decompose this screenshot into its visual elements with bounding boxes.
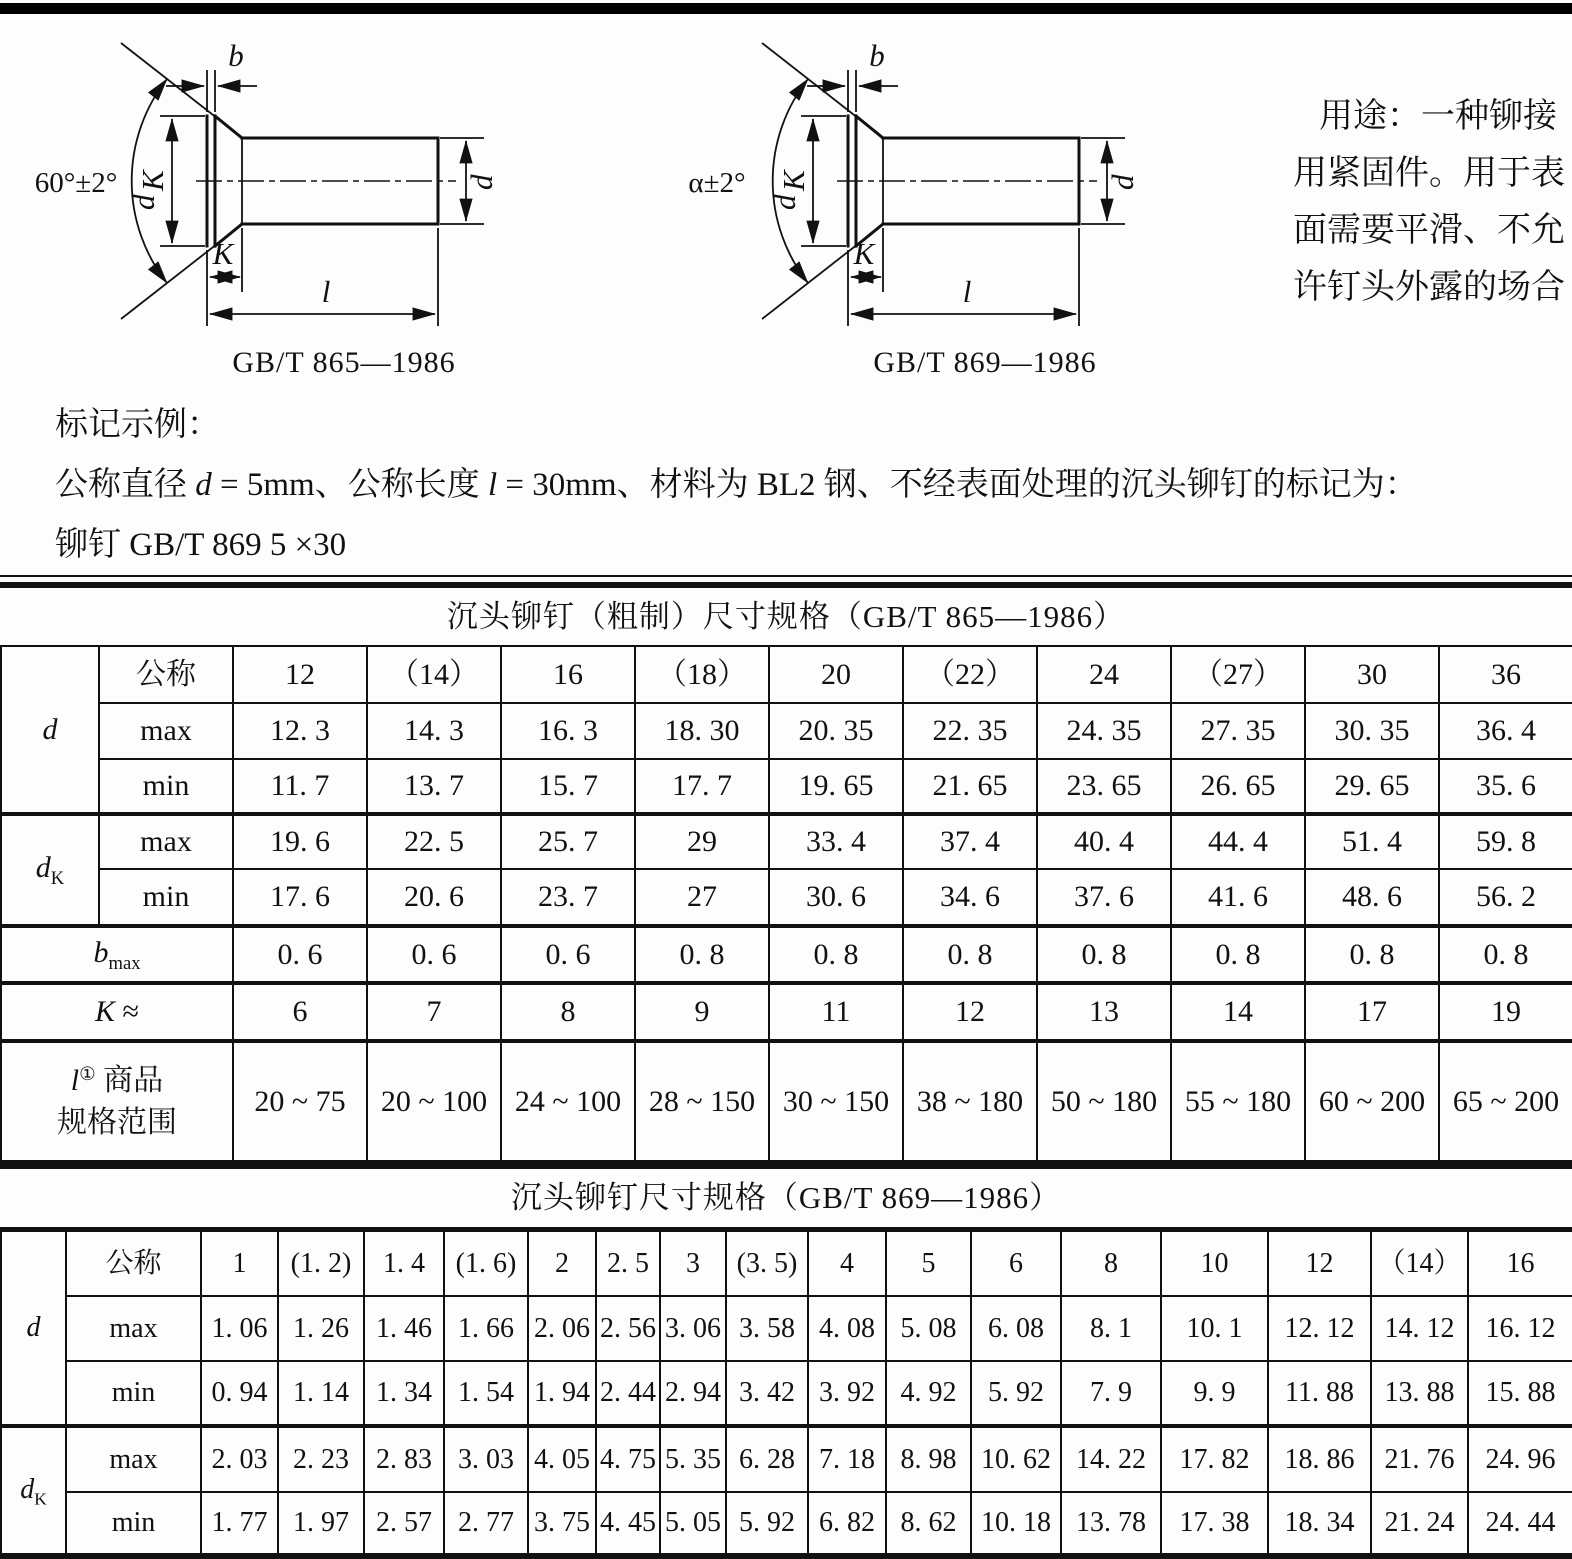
table-cell: 22. 5	[367, 814, 501, 869]
table-cell: 6	[233, 983, 367, 1041]
row-sub-label: max	[99, 814, 233, 869]
b-label: b	[869, 38, 885, 73]
col-header: 24	[1037, 646, 1171, 703]
row-sub-label: min	[99, 759, 233, 814]
table-cell: 12	[903, 983, 1037, 1041]
table-cell: 15. 7	[501, 759, 635, 814]
figure-caption: GB/T 865—1986	[232, 346, 456, 379]
table-cell: 23. 7	[501, 869, 635, 926]
table-cell: 59. 8	[1439, 814, 1572, 869]
col-header: （22）	[903, 646, 1037, 703]
table-cell: 44. 4	[1171, 814, 1305, 869]
usage-line: 许钉头外露的场合	[1293, 269, 1565, 306]
table-cell: 1. 14	[278, 1361, 364, 1426]
table-cell: 1. 94	[528, 1361, 596, 1426]
table-cell: 17. 6	[233, 869, 367, 926]
rivet-drawing-gbt869	[655, 14, 1291, 386]
table-cell: 6. 08	[971, 1296, 1061, 1361]
col-header: 20	[769, 646, 903, 703]
table-cell: 18. 86	[1268, 1426, 1371, 1492]
usage-line: 用途：一种铆接	[1319, 98, 1557, 135]
table-cell: 2. 03	[201, 1426, 278, 1492]
table-cell: 24. 35	[1037, 703, 1171, 759]
col-header: 1	[201, 1231, 278, 1296]
table-cell: 11. 7	[233, 759, 367, 814]
marking-heading: 标记示例：	[55, 407, 220, 443]
angle-label: 60°±2°	[34, 167, 118, 199]
figure-gbt865	[14, 14, 650, 386]
table-cell: 6. 82	[808, 1492, 886, 1554]
col-header: 16	[501, 646, 635, 703]
head-flank-top	[215, 116, 242, 138]
table-cell: 13	[1037, 983, 1171, 1041]
col-header: 12	[1268, 1231, 1371, 1296]
text-part: ①	[79, 1063, 96, 1085]
table-cell: 65 ~ 200	[1439, 1041, 1572, 1161]
col-header: 10	[1161, 1231, 1268, 1296]
table-cell: 14. 22	[1061, 1426, 1161, 1492]
table-cell: 1. 46	[364, 1296, 444, 1361]
row-group-label	[1, 926, 233, 983]
table-cell: 37. 4	[903, 814, 1037, 869]
table-cell: 60 ~ 200	[1305, 1041, 1439, 1161]
table-cell: 0. 6	[367, 926, 501, 983]
table-cell: 21. 24	[1371, 1492, 1468, 1554]
table-cell: 0. 8	[769, 926, 903, 983]
table-cell: 11	[769, 983, 903, 1041]
svg-text:d: d	[126, 194, 161, 210]
table-cell: 2. 06	[528, 1296, 596, 1361]
row-group-label	[1, 814, 99, 926]
table-cell: 2. 83	[364, 1426, 444, 1492]
table-cell: 36. 4	[1439, 703, 1572, 759]
table-cell: 4. 92	[886, 1361, 971, 1426]
table-cell: 34. 6	[903, 869, 1037, 926]
text-part: = 5mm、公称长度	[211, 467, 488, 503]
col-header: 3	[660, 1231, 726, 1296]
table-cell: 16. 3	[501, 703, 635, 759]
table-cell: 5. 92	[971, 1361, 1061, 1426]
table-cell: 7	[367, 983, 501, 1041]
table-cell: 0. 8	[1305, 926, 1439, 983]
text-part: b	[93, 935, 109, 969]
table-cell: 23. 65	[1037, 759, 1171, 814]
table-cell: 4. 08	[808, 1296, 886, 1361]
text-part: 规格范围	[57, 1105, 177, 1139]
col-header: 4	[808, 1231, 886, 1296]
figure-gbt869	[655, 14, 1291, 386]
text-part: K	[50, 868, 65, 890]
col-header: 36	[1439, 646, 1572, 703]
rivet-drawing-gbt865	[14, 14, 650, 386]
svg-text:d: d	[464, 174, 499, 190]
table-cell: 12. 12	[1268, 1296, 1371, 1361]
table-title-gbt869: 沉头铆钉尺寸规格（GB/T 869—1986）	[510, 1180, 1062, 1215]
row-sub-label: max	[99, 703, 233, 759]
table-cell: 1. 26	[278, 1296, 364, 1361]
table-cell: 20. 6	[367, 869, 501, 926]
text-part: d	[195, 467, 212, 503]
table-cell: 2. 23	[278, 1426, 364, 1492]
table-cell: 2. 77	[444, 1492, 528, 1554]
table-cell: 1. 66	[444, 1296, 528, 1361]
table-cell: 5. 08	[886, 1296, 971, 1361]
col-header: （18）	[635, 646, 769, 703]
table-cell: 0. 8	[1439, 926, 1572, 983]
table-cell: 8	[501, 983, 635, 1041]
marking-example	[55, 395, 1535, 575]
table-cell: 19	[1439, 983, 1572, 1041]
k-label: K	[212, 236, 234, 271]
table-cell: 16. 12	[1468, 1296, 1572, 1361]
table-cell: 3. 06	[660, 1296, 726, 1361]
table-cell: 20 ~ 100	[367, 1041, 501, 1161]
table-cell: 20. 35	[769, 703, 903, 759]
table-cell: 0. 8	[1171, 926, 1305, 983]
table-cell: 4. 75	[596, 1426, 660, 1492]
row-sub-label: min	[66, 1361, 201, 1426]
table-cell: 50 ~ 180	[1037, 1041, 1171, 1161]
angle-label: α±2°	[688, 167, 746, 199]
b-label: b	[228, 38, 244, 73]
table-cell: 12. 3	[233, 703, 367, 759]
usage-line: 用紧固件。用于表	[1293, 155, 1565, 192]
table-cell: 51. 4	[1305, 814, 1439, 869]
table-cell: 3. 03	[444, 1426, 528, 1492]
table-cell: 1. 34	[364, 1361, 444, 1426]
table-cell: 3. 42	[726, 1361, 808, 1426]
table-cell: 0. 8	[635, 926, 769, 983]
table-cell: 20 ~ 75	[233, 1041, 367, 1161]
table-cell: 33. 4	[769, 814, 903, 869]
text-part: ≈	[115, 995, 139, 1028]
table-cell: 21. 65	[903, 759, 1037, 814]
usage-note	[1293, 88, 1569, 316]
table-cell: 15. 88	[1468, 1361, 1572, 1426]
col-header: (1. 2)	[278, 1231, 364, 1296]
text-part: max	[108, 952, 141, 974]
text-part: 公称直径	[55, 467, 196, 503]
col-header: 2	[528, 1231, 596, 1296]
table-cell: 0. 6	[233, 926, 367, 983]
row-group-label	[1, 1231, 66, 1426]
table-cell: 0. 8	[903, 926, 1037, 983]
table-cell: 0. 6	[501, 926, 635, 983]
table-cell: 56. 2	[1439, 869, 1572, 926]
text-part: l	[70, 1063, 80, 1097]
table-cell: 30. 6	[769, 869, 903, 926]
svg-text:d: d	[767, 194, 802, 210]
table-cell: 2. 56	[596, 1296, 660, 1361]
usage-line: 面需要平滑、不允	[1293, 212, 1565, 249]
table-cell: 1. 06	[201, 1296, 278, 1361]
table-cell: 0. 8	[1037, 926, 1171, 983]
d-label	[464, 174, 499, 190]
table-cell: 38 ~ 180	[903, 1041, 1037, 1161]
col-header: 8	[1061, 1231, 1161, 1296]
table-cell: 22. 35	[903, 703, 1037, 759]
table-cell: 14. 3	[367, 703, 501, 759]
svg-text:d: d	[1105, 174, 1140, 190]
d-label	[1105, 174, 1140, 190]
table-cell: 9. 9	[1161, 1361, 1268, 1426]
table-cell: 1. 77	[201, 1492, 278, 1554]
col-header: （27）	[1171, 646, 1305, 703]
col-header: 5	[886, 1231, 971, 1296]
table-cell: 2. 44	[596, 1361, 660, 1426]
row-sub-label: min	[66, 1492, 201, 1554]
table-cell: 25. 7	[501, 814, 635, 869]
table-cell: 19. 65	[769, 759, 903, 814]
table-title-gbt865: 沉头铆钉（粗制）尺寸规格（GB/T 865—1986）	[446, 599, 1126, 634]
col-header: (3. 5)	[726, 1231, 808, 1296]
table-cell: 4. 45	[596, 1492, 660, 1554]
row-sub-label: min	[99, 869, 233, 926]
table-cell: 55 ~ 180	[1171, 1041, 1305, 1161]
table-cell: 8. 62	[886, 1492, 971, 1554]
l-label: l	[962, 274, 972, 309]
marking-designation: 铆钉 GB/T 869 5 ×30	[55, 527, 347, 563]
table-cell: 5. 05	[660, 1492, 726, 1554]
text-part: d	[35, 851, 51, 885]
table-cell: 13. 7	[367, 759, 501, 814]
table-cell: 5. 92	[726, 1492, 808, 1554]
table-cell: 17. 38	[1161, 1492, 1268, 1554]
table-cell: 17	[1305, 983, 1439, 1041]
table-cell: 21. 76	[1371, 1426, 1468, 1492]
col-header: （14）	[367, 646, 501, 703]
text-part: K	[34, 1489, 47, 1509]
table-cell: 5. 35	[660, 1426, 726, 1492]
marking-description	[55, 455, 1535, 515]
table-cell: 30 ~ 150	[769, 1041, 903, 1161]
table-cell: 14	[1171, 983, 1305, 1041]
row-sub-label: max	[66, 1426, 201, 1492]
table-cell: 0. 94	[201, 1361, 278, 1426]
table-cell: 17. 82	[1161, 1426, 1268, 1492]
table-cell: 24. 96	[1468, 1426, 1572, 1492]
dimension-table-gbt865	[0, 645, 1572, 1162]
text-part: l	[487, 467, 498, 503]
bottom-border-bar	[0, 1555, 1572, 1559]
table-cell: 27	[635, 869, 769, 926]
table-cell: 6. 28	[726, 1426, 808, 1492]
table-cell: 18. 30	[635, 703, 769, 759]
row-group-label	[1, 1426, 66, 1554]
head-flank-top	[856, 116, 883, 138]
table-cell: 26. 65	[1171, 759, 1305, 814]
col-header: 2. 5	[596, 1231, 660, 1296]
text-part: K	[95, 995, 116, 1028]
table-cell: 19. 6	[233, 814, 367, 869]
table-cell: 30. 35	[1305, 703, 1439, 759]
table-cell: 35. 6	[1439, 759, 1572, 814]
table-cell: 37. 6	[1037, 869, 1171, 926]
table-cell: 24 ~ 100	[501, 1041, 635, 1161]
table-cell: 8. 1	[1061, 1296, 1161, 1361]
col-header: 12	[233, 646, 367, 703]
text-part: d	[26, 1312, 41, 1344]
table-cell: 14. 12	[1371, 1296, 1468, 1361]
table-cell: 1. 54	[444, 1361, 528, 1426]
table-cell: 28 ~ 150	[635, 1041, 769, 1161]
top-border-bar	[0, 3, 1572, 14]
tables-section	[0, 575, 1572, 1559]
divider	[0, 1162, 1572, 1169]
figure-caption: GB/T 869—1986	[873, 346, 1097, 379]
table-cell: 10. 18	[971, 1492, 1061, 1554]
text-part: d	[20, 1473, 35, 1505]
col-header: 30	[1305, 646, 1439, 703]
col-header: （14）	[1371, 1231, 1468, 1296]
row-group-label	[1, 646, 99, 814]
table-cell: 2. 57	[364, 1492, 444, 1554]
table-cell: 24. 44	[1468, 1492, 1572, 1554]
row-sub-label: 公称	[66, 1231, 201, 1296]
table-cell: 7. 9	[1061, 1361, 1161, 1426]
row-sub-label: 公称	[99, 646, 233, 703]
table-cell: 27. 35	[1171, 703, 1305, 759]
table-cell: 48. 6	[1305, 869, 1439, 926]
col-header: (1. 6)	[444, 1231, 528, 1296]
row-sub-label: max	[66, 1296, 201, 1361]
dimension-table-gbt869	[0, 1230, 1572, 1555]
text-part: 商品	[95, 1063, 164, 1097]
table-cell: 11. 88	[1268, 1361, 1371, 1426]
text-part: d	[42, 712, 58, 746]
table-cell: 13. 88	[1371, 1361, 1468, 1426]
table-cell: 3. 75	[528, 1492, 596, 1554]
table-cell: 29. 65	[1305, 759, 1439, 814]
table-cell: 9	[635, 983, 769, 1041]
table-cell: 29	[635, 814, 769, 869]
table-cell: 18. 34	[1268, 1492, 1371, 1554]
table-cell: 41. 6	[1171, 869, 1305, 926]
table-cell: 40. 4	[1037, 814, 1171, 869]
text-part: = 30mm、材料为 BL2 钢、不经表面处理的沉头铆钉的标记为：	[497, 467, 1418, 503]
col-header: 1. 4	[364, 1231, 444, 1296]
svg-text:K: K	[135, 170, 170, 191]
table-cell: 10. 62	[971, 1426, 1061, 1492]
l-label: l	[321, 274, 331, 309]
row-group-label	[1, 983, 233, 1041]
table-cell: 17. 7	[635, 759, 769, 814]
table-cell: 4. 05	[528, 1426, 596, 1492]
k-label: K	[853, 236, 875, 271]
table-cell: 8. 98	[886, 1426, 971, 1492]
table-cell: 3. 92	[808, 1361, 886, 1426]
svg-text:K: K	[776, 170, 811, 191]
table-cell: 10. 1	[1161, 1296, 1268, 1361]
table-cell: 1. 97	[278, 1492, 364, 1554]
col-header: 6	[971, 1231, 1061, 1296]
table-cell: 2. 94	[660, 1361, 726, 1426]
table-cell: 3. 58	[726, 1296, 808, 1361]
row-group-label	[1, 1041, 233, 1161]
table-cell: 13. 78	[1061, 1492, 1161, 1554]
table-cell: 7. 18	[808, 1426, 886, 1492]
col-header: 16	[1468, 1231, 1572, 1296]
